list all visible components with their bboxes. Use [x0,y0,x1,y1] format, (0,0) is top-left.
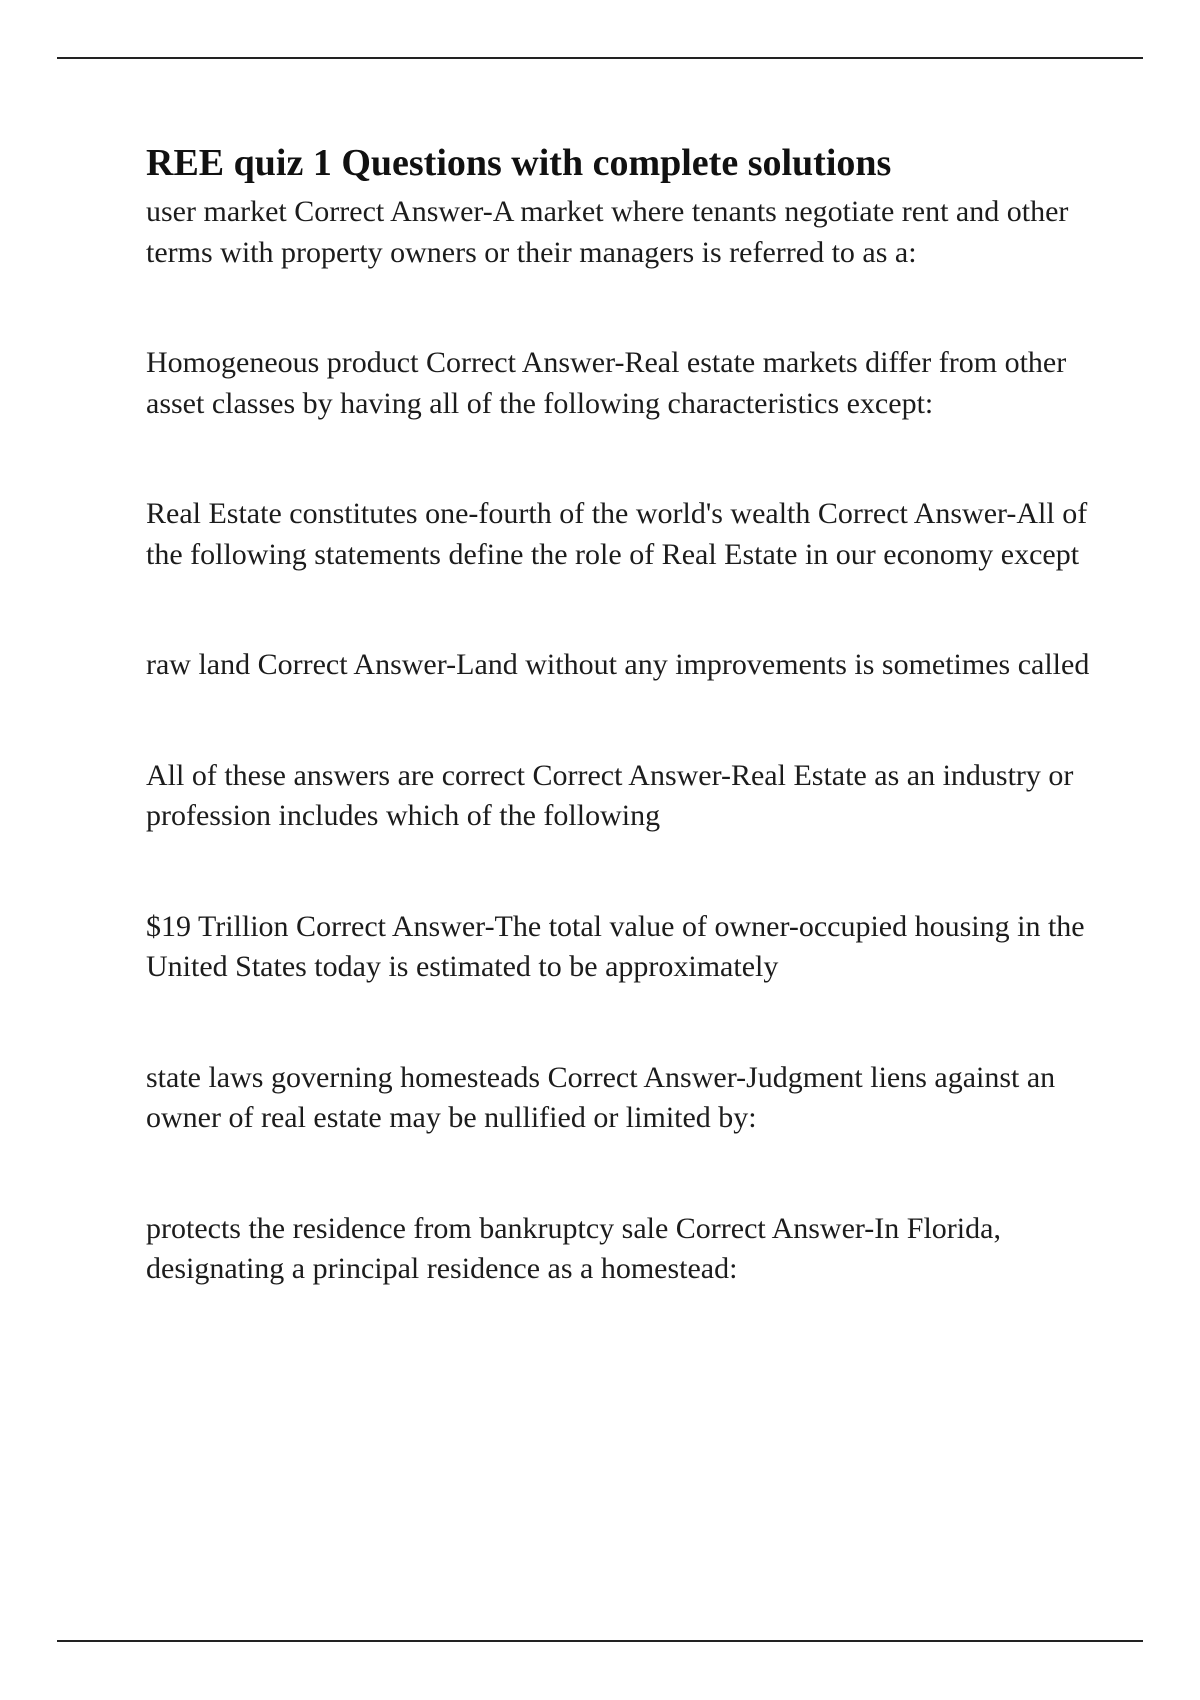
qa-list [146,192,1106,1290]
qa-item: $19 Trillion Correct Answer-The total value of owner-occupied housing in the United States today is estimated to be approximately [146,909,1085,983]
qa-item: All of these answers are correct Correct Answer-Real Estate as an industry or profession includes which of the following [146,758,1074,832]
qa-item: user market Correct Answer-A market where tenants negotiate rent and other terms with property owners or their managers is referred to as a: [146,195,1069,269]
qa-item: protects the residence from bankruptcy sale Correct Answer-In Florida, designating a principal residence as a homestead: [146,1211,1001,1285]
qa-item: state laws governing homesteads Correct Answer-Judgment liens against an owner of real estate may be nullified or limited by: [146,1060,1056,1134]
qa-item: raw land Correct Answer-Land without any improvements is sometimes called [146,648,1090,681]
bottom-divider [57,1640,1143,1642]
document-body [146,140,1106,1290]
qa-item: Real Estate constitutes one-fourth of the world's wealth Correct Answer-All of the following statements define the role of Real Estate in our economy except [146,497,1088,571]
qa-item: Homogeneous product Correct Answer-Real estate markets differ from other asset classes by having all of the following characteristics except: [146,346,1067,420]
document-title: REE quiz 1 Questions with complete solutions [146,142,892,184]
top-divider [57,57,1143,59]
